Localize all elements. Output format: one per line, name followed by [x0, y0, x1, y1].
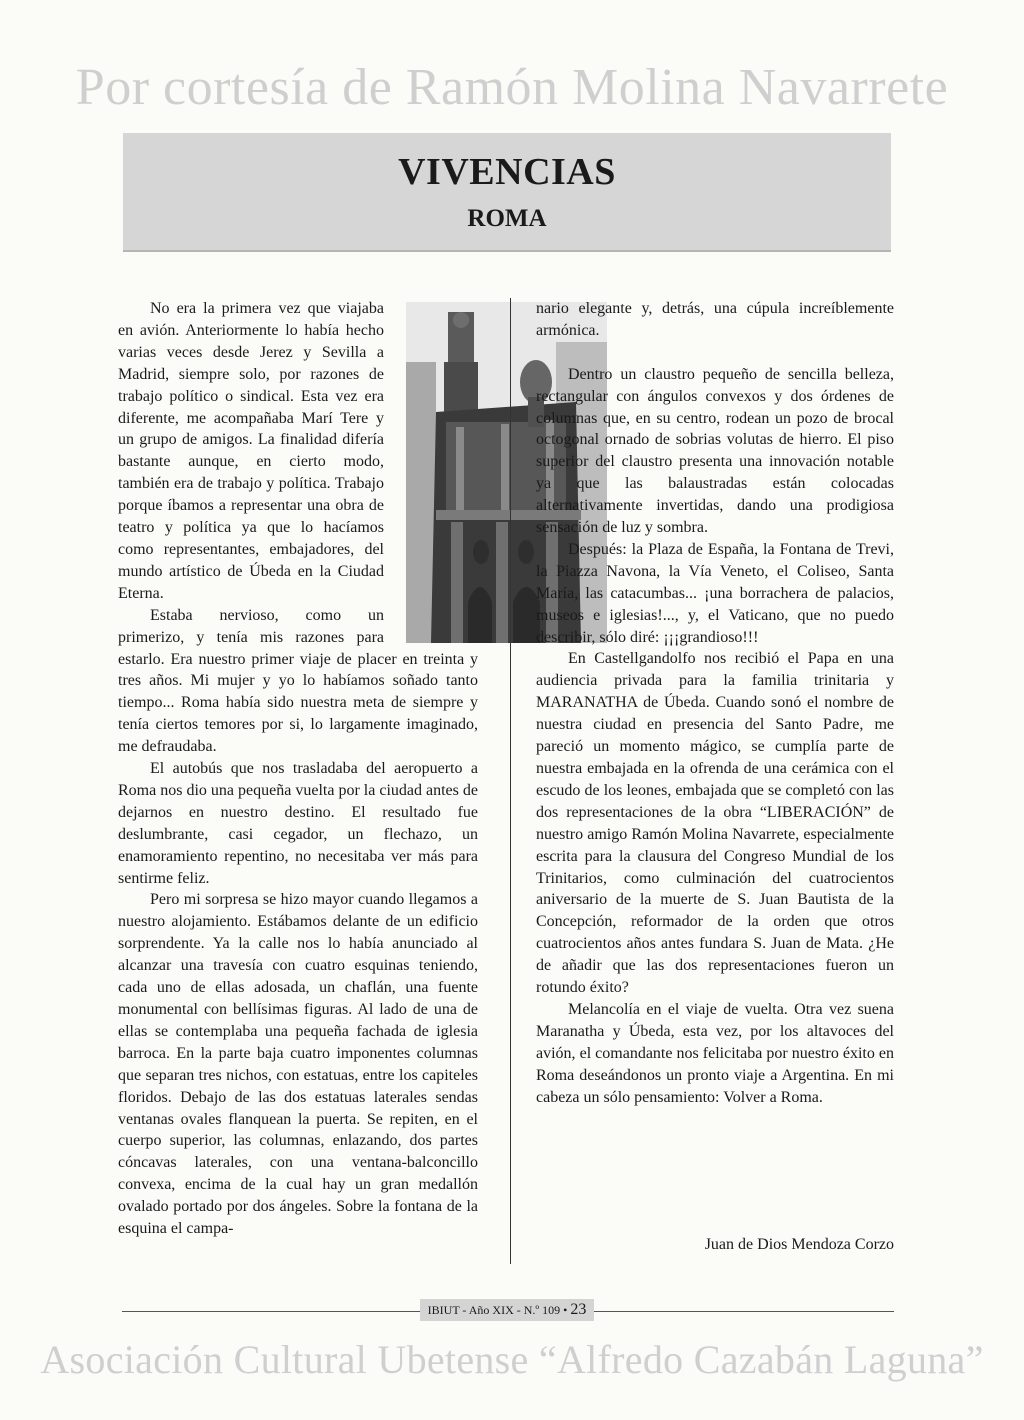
left-column	[118, 298, 478, 1240]
column-divider	[510, 298, 511, 1264]
paragraph: Estaba nervioso, como un primerizo, y tenía mis razones para estarlo. Era nuestro primer viaje de placer en treinta y tres años. Mi mujer y yo lo habíamos soñado tanto tiempo... Roma había sido nuestra meta de siempre y tenía ciertos temores por si, lo largamente imaginado, me defraudaba.	[118, 606, 478, 756]
watermark-bottom: Asociación Cultural Ubetense “Alfredo Cazabán Laguna”	[40, 1337, 984, 1382]
page-number: 23	[570, 1301, 587, 1318]
paragraph: Dentro un claustro pequeño de sencilla belleza, rectangular con ángulos convexos y dos órdenes de columnas que, en su centro, rodean un pozo de brocal octogonal ornado de sobrias volutas de hierro. El piso superior del claustro presenta una innovación notable ya que las balaustradas están colocadas alternativamente invertidas, dando una prodigiosa sensación de luz y sombra.	[536, 365, 894, 537]
paragraph: En Castellgandolfo nos recibió el Papa en una audiencia privada para la familia trinitaria y MARANATHA de Úbeda. Cuando sonó el nombre de nuestra ciudad en presencia del Santo Padre, me pareció un momento mágico, se cumplía parte de nuestra embajada en la ofrenda de una cerámica con el escudo de los leones, embajada que se completó con las dos representaciones de la obra “LIBERACIÓN” de nuestro amigo Ramón Molina Navarrete, especialmente escrita para la clausura del Congreso Mundial de los Trinitarios, como culminación del cuatrocientos aniversario de la muerte de S. Juan Bautista de la Concepción, reformador de la orden que otros cuatrocientos años antes fundara S. Juan de Mata. ¿He de añadir que las dos representaciones fueron un rotundo éxito?	[536, 650, 894, 997]
paragraph: Melancolía en el viaje de vuelta. Otra vez suena Maranatha y Úbeda, esta vez, por los altavoces del avión, el comandante nos felicitaba por nuestro éxito en Roma deseándonos un pronto viaje a Argentina. En mi cabeza un sólo pensamiento: Volver a Roma.	[536, 1000, 894, 1106]
page-subtitle: ROMA	[467, 205, 547, 232]
article-body	[118, 298, 894, 1264]
page-title: VIVENCIAS	[398, 151, 616, 193]
paragraph: Después: la Plaza de España, la Fontana de Trevi, la Piazza Navona, la Vía Veneto, el Coliseo, Santa María, las catacumbas... ¡una borrachera de palacios, museos e iglesias!..., y, el Vaticano, que no puedo describir, sólo diré: ¡¡¡grandioso!!!	[536, 540, 894, 646]
footer-label-box	[420, 1299, 594, 1321]
author-signature: Juan de Dios Mendoza Corzo	[704, 1236, 894, 1253]
paragraph: El autobús que nos trasladaba del aeropuerto a Roma nos dio una pequeña vuelta por la ciudad antes de dejarnos en nuestro destino. El resultado fue deslumbrante, casi cegador, un flechazo, un enamoramiento repentino, no necesitaba ver más para sentirme feliz.	[118, 760, 478, 887]
right-column	[536, 298, 894, 1109]
watermark-top: Por cortesía de Ramón Molina Navarrete	[75, 59, 949, 116]
paragraph: No era la primera vez que viajaba en avión. Anteriormente lo había hecho varias veces desde Jerez y Sevilla a Madrid, siempre solo, por razones de trabajo político o sindical. Esta vez era diferente, me acompañaba Marí Tere y un grupo de amigos. La finalidad difería bastante aunque, en cierto modo, también era de trabajo y política. Trabajo porque íbamos a representar una obra de teatro y política ya que lo hacíamos como representantes, embajadores, del mundo artístico de Úbeda en la Ciudad Eterna.	[118, 300, 384, 602]
footer-label: IBIUT - Año XIX - N.º 109 •	[427, 1303, 568, 1317]
paragraph: nario elegante y, detrás, una cúpula increíblemente armónica.	[536, 300, 894, 339]
title-banner	[123, 133, 891, 252]
paragraph: Pero mi sorpresa se hizo mayor cuando llegamos a nuestro alojamiento. Estábamos delante de un edificio sorprendente. Ya la calle nos lo había anunciado al alcanzar una travesía con cuatro esquinas teniendo, cada uno de ellas adosada, un chaflán, una fuente monumental con bellísimas figuras. Al lado de una de ellas se contemplaba una pequeña fachada de iglesia barroca. En la parte baja cuatro imponentes columnas que separan tres nichos, con estatuas, entre los capiteles floridos. Debajo de las dos estatuas laterales sendas ventanas ovales flanquean la puerta. Se repiten, en el cuerpo superior, las columnas, enlazando, dos partes cóncavas laterales, con una ventana-balconcillo convexa, encima de la cual hay un gran medallón ovalado portado por dos ángeles. Sobre la fontana de la esquina el campa-	[118, 891, 478, 1238]
